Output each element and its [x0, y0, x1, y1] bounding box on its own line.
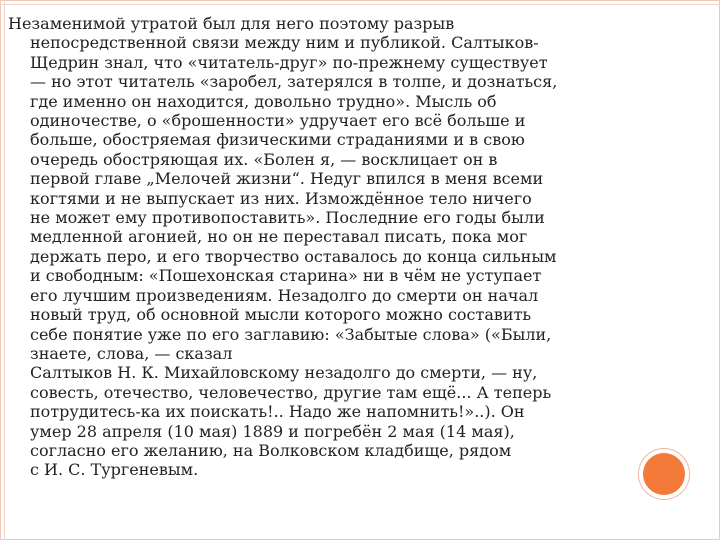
text-line: непосредственной связи между ним и публикой. Салтыков- — [30, 33, 539, 53]
text-line: новый труд, об основной мысли которого можно составить — [30, 305, 532, 325]
text-line: где именно он находится, довольно трудно». Мысль об — [30, 91, 497, 111]
text-line: держать перо, и его творчество оставалось до конца сильным — [30, 246, 557, 266]
text-line: одиночестве, о «брошенности» удручает его всё больше и — [30, 111, 526, 131]
text-line: — но этот читатель «заробел, затерялся в толпе, и дознаться, — [30, 72, 558, 92]
text-line: знаете, слова, — сказал — [30, 343, 233, 363]
text-line: Щедрин знал, что «читатель-друг» по-прежнему существует — [30, 52, 548, 72]
text-line: и свободным: «Пошехонская старина» ни в чём не уступает — [30, 266, 542, 286]
text-line: медленной агонией, но он не переставал писать, пока мог — [30, 227, 528, 247]
text-line: когтями и не выпускает из них. Измождённое тело ничего — [30, 188, 532, 208]
text-line: согласно его желанию, на Волковском кладбище, рядом — [30, 440, 512, 460]
text-line: первой главе „Мелочей жизни“. Недуг впился в меня всеми — [30, 169, 544, 189]
text-line: себе понятие уже по его заглавию: «Забытые слова» («Были, — [30, 324, 552, 344]
text-line: больше, обостряемая физическими страданиями и в свою — [30, 130, 525, 150]
text-line: Салтыков Н. К. Михайловскому незадолго до смерти, — ну, — [30, 363, 538, 383]
text-line: совесть, отечество, человечество, другие там ещё... А теперь — [30, 382, 552, 402]
slide-body-text — [8, 14, 628, 480]
text-line: умер 28 апреля (10 мая) 1889 и погребён 2 мая (14 мая), — [30, 421, 515, 441]
text-line: потрудитесь-ка их поискать!.. Надо же напомнить!»..). Он — [30, 402, 525, 422]
text-line: его лучшим произведениям. Незадолго до смерти он начал — [30, 285, 539, 305]
decorative-orange-circle — [643, 453, 685, 495]
text-line: очередь обостряющая их. «Болен я, — восклицает он в — [30, 149, 498, 169]
frame-horizontal-rule — [0, 4, 720, 5]
text-line: с И. С. Тургеневым. — [30, 460, 199, 480]
frame-vertical-rule — [4, 0, 5, 540]
text-line: не может ему противопоставить». Последние его годы были — [30, 208, 545, 228]
text-line: Незаменимой утратой был для него поэтому разрыв — [8, 14, 455, 33]
